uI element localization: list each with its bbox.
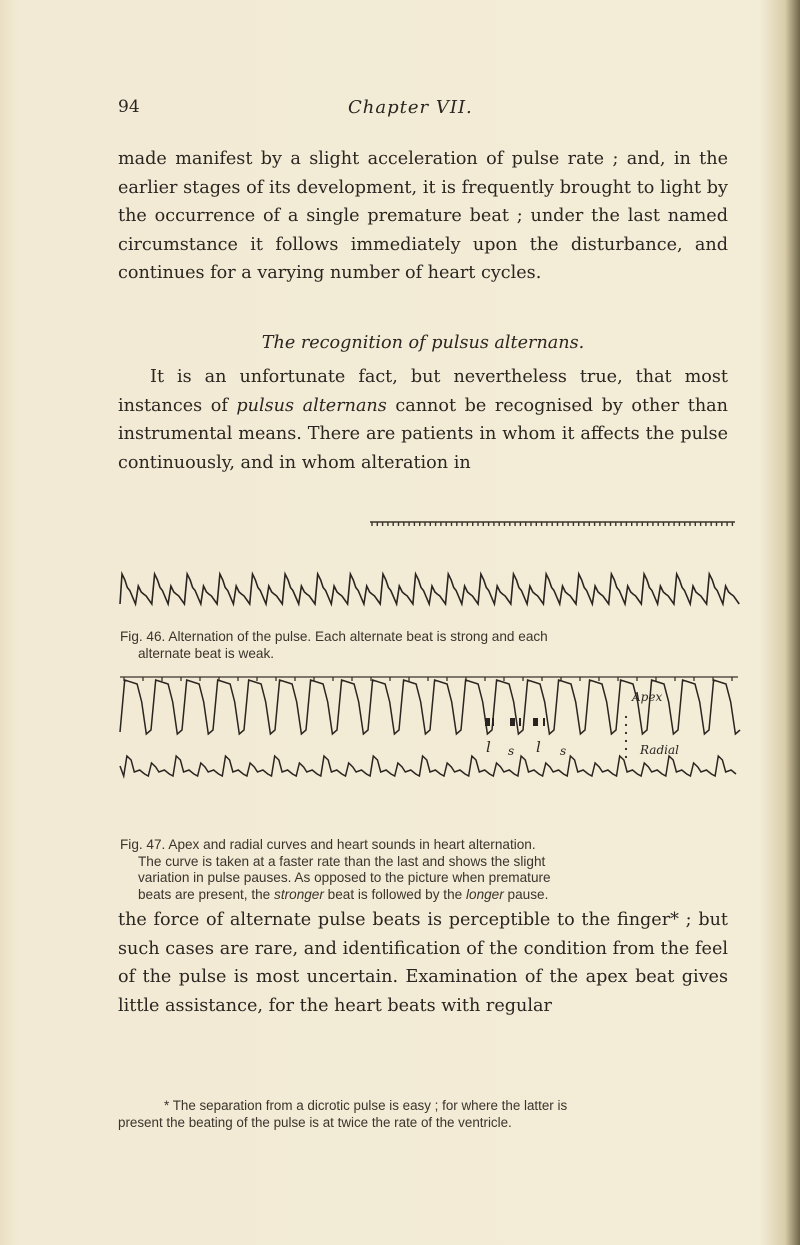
fig47-sound-mark-3: l xyxy=(536,738,541,756)
fig47-caption xyxy=(120,837,732,903)
paragraph-2-italic: pulsus alternans xyxy=(236,395,387,416)
fig46-caption-line2: alternate beat is weak. xyxy=(138,645,275,661)
fig47-radial-curve xyxy=(120,756,736,776)
fig47-caption-line1: Apex and radial curves and heart sounds in heart alternation. xyxy=(168,837,536,852)
footnote-line2: present the beating of the pulse is at twice the rate of the ventricle. xyxy=(118,1114,512,1130)
fig47-sound-blocks xyxy=(485,718,545,726)
footnote-mark: * xyxy=(670,910,679,930)
footnote xyxy=(118,1098,730,1131)
fig47-sound-mark-2: s xyxy=(508,744,515,758)
footnote-line1: * The separation from a dicrotic pulse is easy ; for where the latter is xyxy=(164,1098,568,1113)
fig47-apex-curve xyxy=(120,680,740,734)
fig46-caption-line1: Alternation of the pulse. Each alternate beat is strong and each xyxy=(168,629,548,644)
fig47-number: Fig. 47. xyxy=(120,837,166,852)
paragraph-1: made manifest by a slight acceleration of pulse rate ; and, in the earlier stages of its development, it is frequently brought to light by the occurrence of a single premature beat ; under the last named circumstance it follows immediately upon the disturbance, and continues for a varying number of heart cycles. xyxy=(118,149,728,284)
fig47-em-longer: longer xyxy=(465,886,504,902)
fig47-radial-label: Radial xyxy=(640,743,679,757)
fig47-caption-line3: variation in pulse pauses. As opposed to the picture when premature xyxy=(138,870,551,885)
fig47-sound-mark-1: l xyxy=(486,738,491,756)
paragraph-2-text-a: It is an unfortunate fact, but nevertheless true, that most instances of xyxy=(118,367,728,416)
paragraph-3-text-a: the force of alternate pulse beats is perceptible to the finger xyxy=(118,910,671,930)
fig47-sound-mark-4: s xyxy=(560,744,567,758)
fig47-caption-line4: beats are present, the stronger beat is followed by the longer pause. xyxy=(138,886,549,902)
fig47-time-ticks xyxy=(120,677,738,681)
fig46-number: Fig. 46. xyxy=(120,629,166,644)
fig47-apex-label: Apex xyxy=(632,690,663,704)
paragraph-2-text-b: cannot be recognised by other than instrumental means. There are patients in whom it affects the pulse continuously, and in whom alteration in xyxy=(118,395,728,473)
fig47-dotted-line xyxy=(625,716,627,758)
section-heading: The recognition of pulsus alternans. xyxy=(261,333,585,353)
fig47-caption-line2: The curve is taken at a faster rate than the last and shows the slight xyxy=(138,853,546,869)
chapter-title: Chapter VII. xyxy=(348,97,473,118)
page-number: 94 xyxy=(118,97,140,117)
paragraph-3 xyxy=(118,906,728,1020)
paragraph-3-text-b: ; but such cases are rare, and identification of the condition from the feel of the pulse is most uncertain. Examination of the apex beat gives little assistance, for the heart beats with regular xyxy=(118,910,728,1016)
fig47-em-stronger: stronger xyxy=(274,886,324,902)
